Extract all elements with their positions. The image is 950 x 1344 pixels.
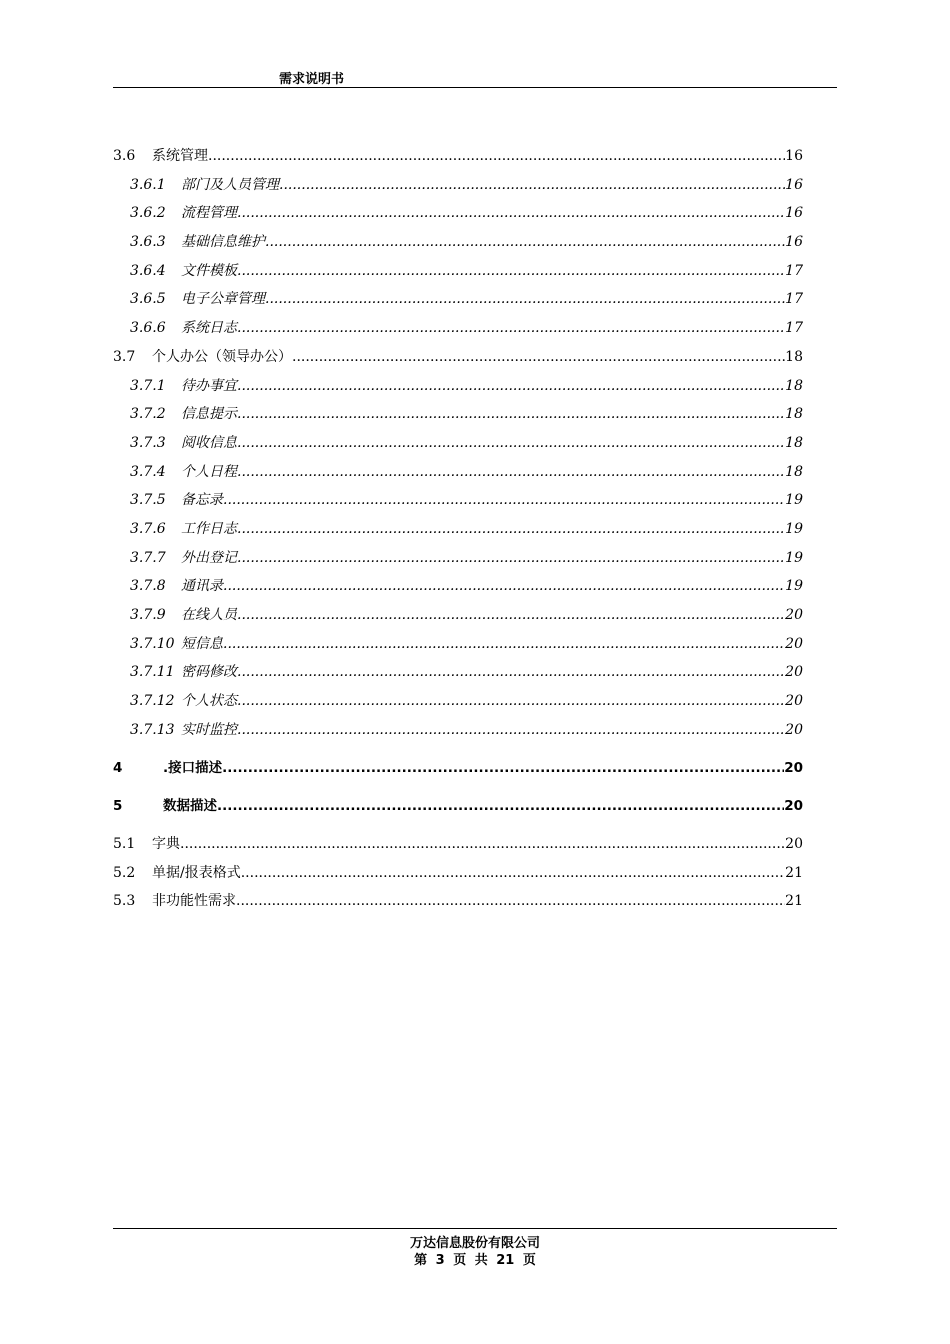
toc-entry-page: 21	[785, 893, 803, 910]
toc-entry-page: 20	[785, 721, 803, 738]
toc-entry-page: 20	[785, 835, 803, 852]
toc-dot-leader	[180, 830, 785, 859]
toc-entry-page: 17	[785, 291, 803, 308]
toc-entry-title: 文件模板	[181, 262, 237, 279]
toc-entry[interactable]	[113, 400, 803, 429]
toc-dot-leader	[237, 257, 785, 286]
toc-entry-page: 18	[785, 377, 803, 394]
toc-dot-leader	[223, 486, 785, 515]
table-of-contents	[113, 142, 803, 916]
toc-entry-title: .接口描述	[163, 760, 223, 777]
toc-entry-number: 3.7.7	[130, 549, 166, 566]
toc-entry-number: 5.2	[113, 864, 136, 881]
toc-entry-title: 部门及人员管理	[181, 176, 279, 193]
toc-entry-number: 5.3	[113, 893, 136, 910]
toc-entry[interactable]	[113, 687, 803, 716]
toc-entry-number: 3.7.8	[130, 578, 166, 595]
toc-entry-title: 密码修改	[181, 664, 237, 681]
toc-entry[interactable]	[113, 343, 803, 372]
toc-entry-page: 19	[785, 520, 803, 537]
toc-entry-title: 电子公章管理	[181, 291, 265, 308]
toc-entry-number: 3.6.4	[130, 262, 166, 279]
toc-entry[interactable]	[113, 458, 803, 487]
toc-entry-title: 在线人员	[181, 607, 237, 623]
toc-entry-title: 工作日志	[181, 520, 237, 537]
toc-dot-leader	[265, 285, 785, 314]
toc-dot-leader	[237, 429, 785, 458]
toc-entry-page: 16	[785, 148, 803, 164]
toc-entry-number: 3.7.1	[130, 377, 166, 394]
toc-entry-number: 5	[113, 798, 123, 815]
toc-dot-leader	[237, 515, 785, 544]
toc-entry-page: 16	[785, 205, 803, 222]
toc-entry-page: 20	[785, 635, 803, 652]
toc-dot-leader	[237, 716, 785, 745]
toc-dot-leader	[237, 544, 785, 573]
toc-entry-number: 3.6	[113, 148, 136, 164]
toc-entry[interactable]	[113, 572, 803, 601]
toc-dot-leader	[223, 630, 785, 659]
header-title: 需求说明书	[279, 72, 345, 87]
toc-entry-title: 待办事宜	[181, 377, 237, 394]
toc-entry-number: 3.6.2	[130, 205, 166, 222]
toc-entry-page: 16	[785, 176, 803, 193]
toc-dot-leader	[265, 228, 785, 257]
toc-entry[interactable]	[113, 285, 803, 314]
toc-dot-leader	[237, 687, 785, 716]
toc-entry[interactable]	[113, 754, 803, 783]
toc-entry-number: 3.7.2	[130, 406, 166, 423]
toc-entry-page: 18	[785, 406, 803, 423]
toc-entry[interactable]	[113, 228, 803, 257]
toc-entry-number: 5.1	[113, 835, 136, 852]
toc-dot-leader	[237, 400, 785, 429]
toc-dot-leader	[237, 658, 785, 687]
toc-entry-title: 系统管理	[152, 148, 208, 164]
toc-entry-page: 20	[785, 693, 803, 710]
toc-entry[interactable]	[113, 792, 803, 821]
toc-entry-number: 4	[113, 760, 123, 777]
toc-entry[interactable]	[113, 142, 803, 171]
toc-dot-leader	[223, 572, 785, 601]
toc-entry-number: 3.6.5	[130, 291, 166, 308]
toc-entry[interactable]	[113, 859, 803, 888]
toc-entry-page: 21	[785, 864, 803, 881]
toc-entry-number: 3.6.3	[130, 234, 166, 251]
toc-entry[interactable]	[113, 658, 803, 687]
toc-entry-title: 备忘录	[181, 492, 223, 509]
toc-entry-title: 数据描述	[163, 798, 217, 815]
toc-entry-number: 3.7.9	[130, 607, 166, 623]
toc-entry[interactable]	[113, 544, 803, 573]
footer-page-number: 第 3 页 共 21 页	[414, 1253, 536, 1268]
toc-dot-leader	[237, 372, 785, 401]
toc-entry[interactable]	[113, 372, 803, 401]
toc-entry-title: 个人状态	[181, 693, 237, 710]
toc-entry-number: 3.7.12	[130, 693, 175, 710]
toc-entry-number: 3.7.10	[130, 635, 175, 652]
toc-entry-title: 通讯录	[181, 578, 223, 595]
footer-rule	[113, 1228, 837, 1229]
toc-entry[interactable]	[113, 314, 803, 343]
toc-entry-title: 系统日志	[181, 320, 237, 337]
toc-entry[interactable]	[113, 830, 803, 859]
toc-entry-page: 16	[785, 234, 803, 251]
toc-entry-page: 20	[784, 760, 803, 777]
toc-entry-page: 18	[785, 434, 803, 451]
toc-entry-number: 3.6.6	[130, 320, 166, 337]
toc-entry[interactable]	[113, 429, 803, 458]
toc-entry[interactable]	[113, 515, 803, 544]
toc-entry[interactable]	[113, 257, 803, 286]
toc-entry-number: 3.6.1	[130, 176, 166, 193]
toc-entry-title: 单据/报表格式	[152, 864, 241, 881]
toc-entry-number: 3.7.5	[130, 492, 166, 509]
toc-entry[interactable]	[113, 887, 803, 916]
toc-entry-title: 外出登记	[181, 549, 237, 566]
toc-entry-page: 18	[785, 348, 803, 365]
header-rule	[113, 87, 837, 88]
toc-entry-title: 流程管理	[181, 205, 237, 222]
toc-entry-page: 17	[785, 262, 803, 279]
toc-dot-leader	[237, 199, 785, 228]
toc-dot-leader	[236, 887, 785, 916]
toc-entry-page: 20	[785, 664, 803, 681]
toc-entry-number: 3.7.11	[130, 664, 175, 681]
toc-entry[interactable]	[113, 716, 803, 745]
toc-entry-page: 19	[785, 549, 803, 566]
toc-entry-page: 18	[785, 463, 803, 480]
toc-dot-leader	[222, 754, 784, 783]
toc-dot-leader	[237, 314, 785, 343]
footer-company: 万达信息股份有限公司	[409, 1236, 540, 1251]
toc-entry-title: 实时监控	[181, 721, 237, 738]
toc-entry-title: 阅收信息	[181, 434, 237, 451]
toc-entry-number: 3.7.3	[130, 434, 166, 451]
toc-dot-leader	[217, 792, 784, 821]
toc-entry-page: 19	[785, 578, 803, 595]
toc-dot-leader	[279, 171, 785, 200]
toc-entry[interactable]	[113, 171, 803, 200]
toc-entry-title: 非功能性需求	[152, 893, 236, 910]
toc-dot-leader	[241, 859, 785, 888]
toc-entry-title: 短信息	[181, 635, 223, 652]
toc-entry-title: 信息提示	[181, 406, 237, 423]
toc-entry-title: 字典	[152, 835, 180, 852]
toc-entry-page: 19	[785, 492, 803, 509]
toc-entry-number: 3.7.6	[130, 520, 166, 537]
toc-entry-page: 17	[785, 320, 803, 337]
toc-entry[interactable]	[113, 601, 803, 630]
toc-entry-title: 基础信息维护	[181, 234, 265, 251]
toc-dot-leader	[237, 601, 785, 630]
toc-entry-page: 20	[785, 607, 803, 623]
toc-entry-number: 3.7	[113, 348, 136, 365]
toc-dot-leader	[292, 343, 785, 372]
toc-entry[interactable]	[113, 630, 803, 659]
toc-entry[interactable]	[113, 486, 803, 515]
toc-entry-title: 个人办公（领导办公）	[152, 348, 292, 365]
toc-entry-number: 3.7.13	[130, 721, 175, 738]
toc-dot-leader	[237, 458, 785, 487]
toc-dot-leader	[208, 142, 785, 171]
toc-entry-title: 个人日程	[181, 463, 237, 480]
toc-entry-number: 3.7.4	[130, 463, 166, 480]
toc-entry[interactable]	[113, 199, 803, 228]
toc-entry-page: 20	[784, 798, 803, 815]
